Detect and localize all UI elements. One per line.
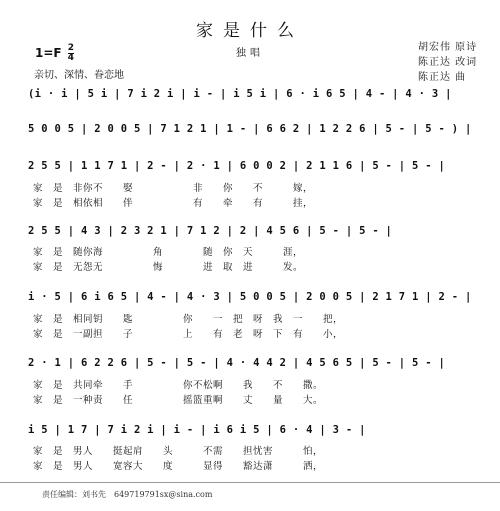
notation-line-6: 2 · 1 | 6 2 2 6 | 5 - | 5 - | 4 · 4 4 2 | 4 5 6 5 | 5 - | 5 - | [28, 357, 446, 369]
song-title: 家是什么 [196, 21, 304, 41]
credit-lyricist: 陈正达 改词 [418, 57, 478, 68]
footer-divider [0, 482, 500, 483]
lyric-line-6a: 家 是 共同牵 手 你不松啊 我 不 撒。 [33, 380, 324, 391]
time-bottom: 4 [67, 53, 75, 63]
lyric-line-6b: 家 是 一种责 任 摇篮重啊 丈 量 大。 [33, 395, 324, 406]
key-label: 1=F [35, 46, 62, 60]
notation-line-3: 2 5 5 | 1 1 7 1 | 2 - | 2 · 1 | 6 0 0 2 | 2 1 1 6 | 5 - | 5 - | [28, 160, 446, 172]
key-signature [35, 44, 74, 63]
editor-credit: 责任编辑：刘书先 649719791sx@sina.com [42, 490, 213, 499]
lyric-line-3a: 家 是 非你不 娶 非 你 不 嫁， [33, 183, 314, 194]
lyric-line-5b: 家 是 一副担 子 上 有 老 呀 下 有 小， [33, 329, 344, 340]
time-top: 2 [67, 43, 75, 53]
notation-line-4: 2 5 5 | 4 3 | 2 3 2 1 | 7 1 2 | 2 | 4 5 6 | 5 - | 5 - | [28, 225, 393, 237]
time-signature [68, 44, 74, 63]
lyric-line-7b: 家 是 男人 宽容大 度 显得 豁达潇 洒， [33, 461, 324, 472]
lyric-line-3b: 家 是 相依相 伴 有 牵 有 挂， [33, 198, 314, 209]
credit-poet: 胡宏伟 原诗 [418, 42, 478, 53]
notation-line-7: i 5 | 1 7 | 7 i 2 i | i - | i 6 i 5 | 6 · 4 | 3 - | [28, 424, 366, 436]
lyric-line-4a: 家 是 随你海 角 随 你 天 涯， [33, 247, 304, 258]
notation-line-1: (i · i | 5 i | 7 i 2 i | i - | i 5 i | 6 · i 6 5 | 4 - | 4 · 3 | [28, 88, 452, 100]
lyric-line-7a: 家 是 男人 挺起肩 头 不需 担忧害 怕， [33, 446, 324, 457]
credit-composer: 陈正达 曲 [418, 72, 467, 83]
performance-type: 独唱 [236, 48, 264, 59]
lyric-line-4b: 家 是 无怨无 悔 进 取 进 发。 [33, 262, 304, 273]
notation-line-5: i · 5 | 6 i 6 5 | 4 - | 4 · 3 | 5 0 0 5 | 2 0 0 5 | 2 1 7 1 | 2 - | [28, 291, 472, 303]
lyric-line-5a: 家 是 相同钥 匙 你 一 把 呀 我 一 把， [33, 314, 344, 325]
notation-line-2: 5 0 0 5 | 2 0 0 5 | 7 1 2 1 | 1 - | 6 6 2 | 1 2 2 6 | 5 - | 5 - ) | [28, 123, 472, 135]
tempo-marking: 亲切、深情、眷恋地 [34, 70, 124, 81]
